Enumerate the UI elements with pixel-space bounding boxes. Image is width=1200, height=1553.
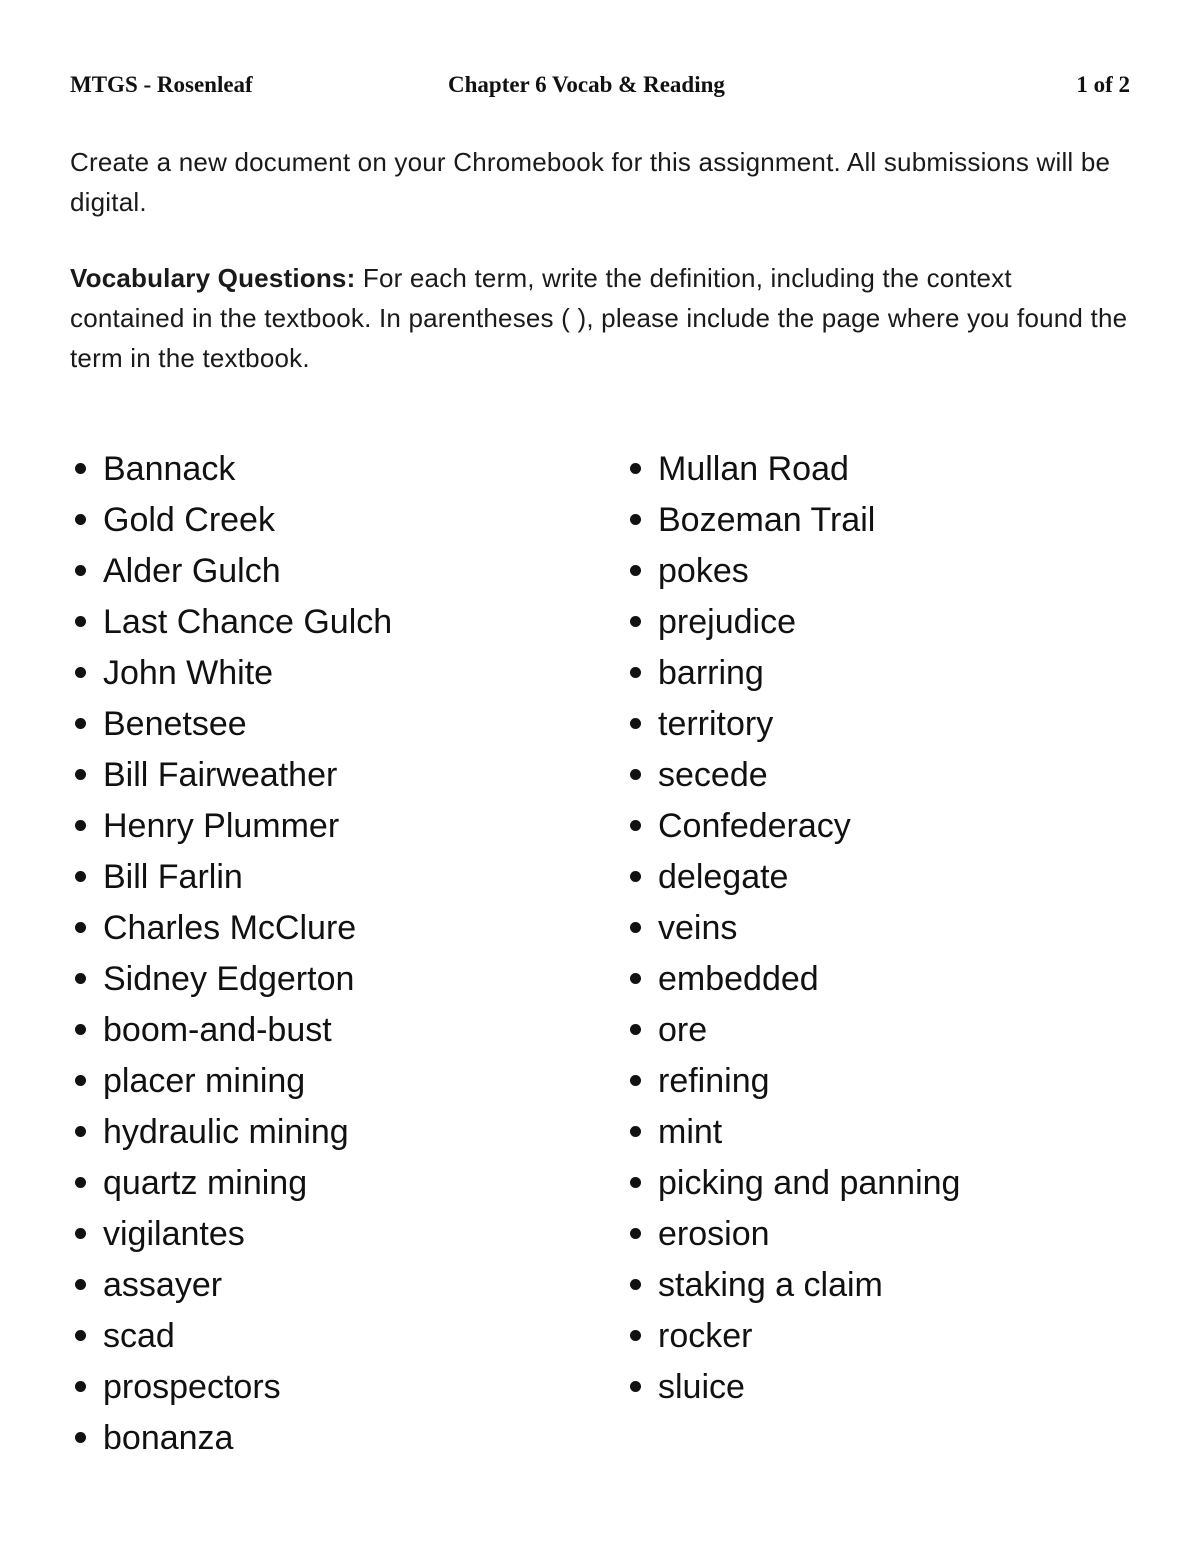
vocab-term-label: Gold Creek	[103, 500, 275, 539]
vocab-term-label: Last Chance Gulch	[103, 602, 393, 641]
vocab-term-label: mint	[658, 1112, 723, 1151]
vocab-term-label: boom-and-bust	[103, 1010, 332, 1049]
vocab-term	[625, 1361, 960, 1412]
bullet-icon	[75, 1330, 86, 1341]
bullet-icon	[75, 1432, 86, 1443]
vocab-term	[625, 800, 960, 851]
vocab-list-right	[625, 443, 960, 1412]
bullet-icon	[630, 769, 641, 780]
bullet-icon	[630, 514, 641, 525]
vocabulary-instructions	[70, 258, 1130, 378]
vocab-term	[625, 1310, 960, 1361]
vocab-term-label: secede	[658, 755, 768, 794]
vocab-term-label: Bannack	[103, 449, 236, 488]
vocab-term	[625, 902, 960, 953]
bullet-icon	[630, 616, 641, 627]
vocab-term	[625, 1004, 960, 1055]
header-title: Chapter 6 Vocab & Reading	[448, 72, 725, 97]
vocab-term	[625, 1208, 960, 1259]
vocab-term-label: territory	[658, 704, 774, 743]
vocab-term	[70, 902, 392, 953]
instructions-text: For each term, write the definition, including the context contained in the textbook. In parentheses ( ), please include the page where you found the term in the textbook.	[70, 263, 1128, 373]
vocab-term-label: Henry Plummer	[103, 806, 340, 845]
vocab-term-label: delegate	[658, 857, 789, 896]
bullet-icon	[630, 1279, 641, 1290]
vocab-term	[625, 953, 960, 1004]
vocab-term	[70, 647, 392, 698]
vocab-term-label: embedded	[658, 959, 819, 998]
bullet-icon	[630, 1024, 641, 1035]
intro-paragraph: Create a new document on your Chromebook for this assignment. All submissions will be digital.	[70, 147, 1111, 217]
vocab-term-label: Confederacy	[658, 806, 851, 845]
vocab-term	[625, 647, 960, 698]
vocab-term-label: staking a claim	[658, 1265, 883, 1304]
vocab-term	[70, 1412, 392, 1463]
page-header	[70, 72, 1130, 106]
bullet-icon	[630, 565, 641, 576]
vocab-term-label: vigilantes	[103, 1214, 245, 1253]
bullet-icon	[630, 871, 641, 882]
vocab-term-label: bonanza	[103, 1418, 234, 1457]
vocab-term-label: rocker	[658, 1316, 753, 1355]
vocab-term-label: quartz mining	[103, 1163, 308, 1202]
bullet-icon	[630, 1381, 641, 1392]
vocab-term	[70, 545, 392, 596]
vocab-term	[70, 800, 392, 851]
bullet-icon	[630, 1330, 641, 1341]
vocab-term-label: Alder Gulch	[103, 551, 281, 590]
bullet-icon	[75, 718, 86, 729]
bullet-icon	[75, 514, 86, 525]
bullet-icon	[75, 820, 86, 831]
vocab-term	[70, 1208, 392, 1259]
vocab-term-label: picking and panning	[658, 1163, 961, 1202]
vocab-term	[70, 1055, 392, 1106]
vocab-term-label: John White	[103, 653, 274, 692]
vocab-term	[70, 953, 392, 1004]
vocab-term-label: sluice	[658, 1367, 745, 1406]
vocab-term	[625, 545, 960, 596]
vocab-term	[70, 749, 392, 800]
vocab-term-label: assayer	[103, 1265, 223, 1304]
vocab-term	[625, 596, 960, 647]
vocab-term-label: barring	[658, 653, 764, 692]
vocab-term	[625, 1055, 960, 1106]
vocab-term	[625, 494, 960, 545]
vocab-term	[625, 698, 960, 749]
vocab-term-label: Bill Farlin	[103, 857, 243, 896]
vocab-term	[70, 1157, 392, 1208]
bullet-icon	[630, 1177, 641, 1188]
vocab-term-label: Charles McClure	[103, 908, 357, 947]
bullet-icon	[75, 667, 86, 678]
bullet-icon	[75, 1279, 86, 1290]
bullet-icon	[630, 1126, 641, 1137]
vocab-term-label: pokes	[658, 551, 749, 590]
vocab-term	[70, 494, 392, 545]
vocab-term	[70, 698, 392, 749]
bullet-icon	[75, 1024, 86, 1035]
vocab-term	[625, 1106, 960, 1157]
vocab-term-label: Mullan Road	[658, 449, 849, 488]
vocab-term-label: ore	[658, 1010, 708, 1049]
vocab-term	[70, 1004, 392, 1055]
vocab-term-label: Sidney Edgerton	[103, 959, 355, 998]
bullet-icon	[75, 769, 86, 780]
vocab-term-label: Bill Fairweather	[103, 755, 338, 794]
bullet-icon	[75, 1126, 86, 1137]
bullet-icon	[75, 463, 86, 474]
bullet-icon	[630, 1075, 641, 1086]
vocab-term	[625, 443, 960, 494]
bullet-icon	[75, 1381, 86, 1392]
vocab-term-label: Bozeman Trail	[658, 500, 876, 539]
vocab-term	[70, 1259, 392, 1310]
header-page-number: 1 of 2	[1076, 72, 1130, 97]
bullet-icon	[630, 922, 641, 933]
bullet-icon	[630, 820, 641, 831]
vocab-term	[70, 1361, 392, 1412]
bullet-icon	[75, 1228, 86, 1239]
vocab-term	[625, 1259, 960, 1310]
bullet-icon	[630, 463, 641, 474]
instructions-label: Vocabulary Questions:	[70, 263, 356, 293]
bullet-icon	[75, 973, 86, 984]
vocab-term-label: erosion	[658, 1214, 770, 1253]
vocab-term-label: Benetsee	[103, 704, 247, 743]
bullet-icon	[75, 922, 86, 933]
bullet-icon	[630, 667, 641, 678]
bullet-icon	[630, 973, 641, 984]
bullet-icon	[630, 1228, 641, 1239]
vocab-term-label: prejudice	[658, 602, 796, 641]
vocab-term	[70, 443, 392, 494]
vocab-term-label: hydraulic mining	[103, 1112, 349, 1151]
vocab-term-label: veins	[658, 908, 738, 947]
bullet-icon	[75, 616, 86, 627]
vocab-term	[70, 851, 392, 902]
vocab-term	[70, 1106, 392, 1157]
vocab-list-left	[70, 443, 392, 1463]
vocab-term	[625, 749, 960, 800]
bullet-icon	[75, 565, 86, 576]
vocab-term	[625, 851, 960, 902]
vocab-term	[70, 596, 392, 647]
vocab-term-label: scad	[103, 1316, 175, 1355]
bullet-icon	[75, 871, 86, 882]
bullet-icon	[75, 1075, 86, 1086]
bullet-icon	[630, 718, 641, 729]
header-course-author: MTGS - Rosenleaf	[70, 72, 253, 97]
bullet-icon	[75, 1177, 86, 1188]
vocab-term-label: refining	[658, 1061, 770, 1100]
vocab-term	[625, 1157, 960, 1208]
vocab-term-label: placer mining	[103, 1061, 306, 1100]
vocab-term	[70, 1310, 392, 1361]
vocab-term-label: prospectors	[103, 1367, 281, 1406]
